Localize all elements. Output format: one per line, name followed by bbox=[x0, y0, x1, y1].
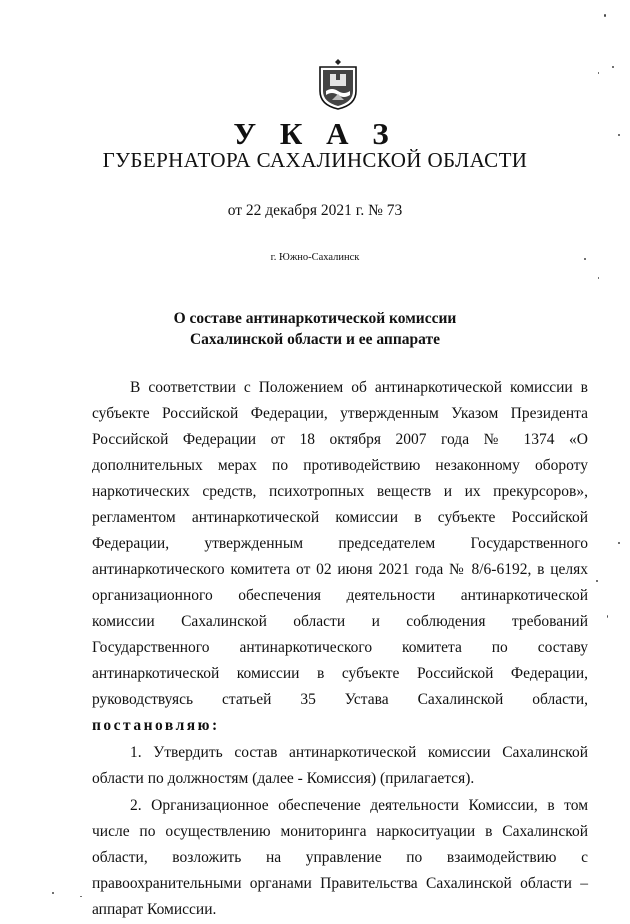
scan-speck bbox=[80, 896, 82, 897]
scan-speck bbox=[584, 258, 586, 260]
heading-line-2: Сахалинской области и ее аппарате bbox=[189, 331, 440, 348]
scan-speck bbox=[52, 892, 54, 894]
coat-of-arms-emblem bbox=[316, 58, 360, 110]
scan-speck bbox=[596, 580, 598, 582]
item-2-paragraph: 2. Организационное обеспечение деятельности Комиссии, в том числе по осуществлению мониторинга наркоситуации в Сахалинской области, возложить на управление по взаимодействию с правоохранительными органами Правительства Сахалинской области – аппарат Комиссии. bbox=[92, 797, 588, 918]
city-line: г. Южно-Сахалинск bbox=[270, 252, 360, 263]
decree-verb: постановляю: bbox=[92, 717, 220, 734]
preamble-text: В соответствии с Положением об антинаркотической комиссии в субъекте Российской Федерации, утвержденным Указом Президента Российской Федерации от 18 октября 2007 года № 1374 «О дополнительных мерах по противодействию незаконному обороту наркотических средств, психотропных веществ и их прекурсоров», регламентом антинаркотической комиссии в субъекте Российской Федерации, утвержденным председателем Государственного антинаркотического комитета от 02 июня 2021 года № 8/6-6192, в целях организационного обеспечения деятельности антинаркотической комиссии Сахалинской области и соблюдения требований Государственного антинаркотического комитета по составу антинаркотической комиссии в субъекте Российской Федерации, руководствуясь статьей 35 Устава Сахалинской области, bbox=[92, 379, 588, 708]
date-number-line: от 22 декабря 2021 г. № 73 bbox=[227, 202, 403, 219]
decree-body bbox=[92, 375, 588, 924]
document-type-title: У К А З bbox=[233, 116, 397, 151]
preamble-paragraph bbox=[92, 375, 588, 739]
scan-speck bbox=[604, 14, 606, 17]
heading-line-1: О составе антинаркотической комиссии bbox=[173, 310, 457, 327]
scan-speck bbox=[618, 542, 620, 544]
scan-speck bbox=[598, 277, 599, 279]
decree-heading bbox=[0, 308, 630, 350]
scan-speck bbox=[607, 615, 608, 618]
issuer-subtitle: ГУБЕРНАТОРА САХАЛИНСКОЙ ОБЛАСТИ bbox=[102, 148, 528, 172]
scan-speck bbox=[612, 66, 614, 68]
scan-speck bbox=[618, 134, 620, 136]
scan-speck bbox=[598, 72, 599, 74]
item-1-paragraph: 1. Утвердить состав антинаркотической комиссии Сахалинской области по должностям (далее - Комиссия) (прилагается). bbox=[92, 744, 588, 787]
